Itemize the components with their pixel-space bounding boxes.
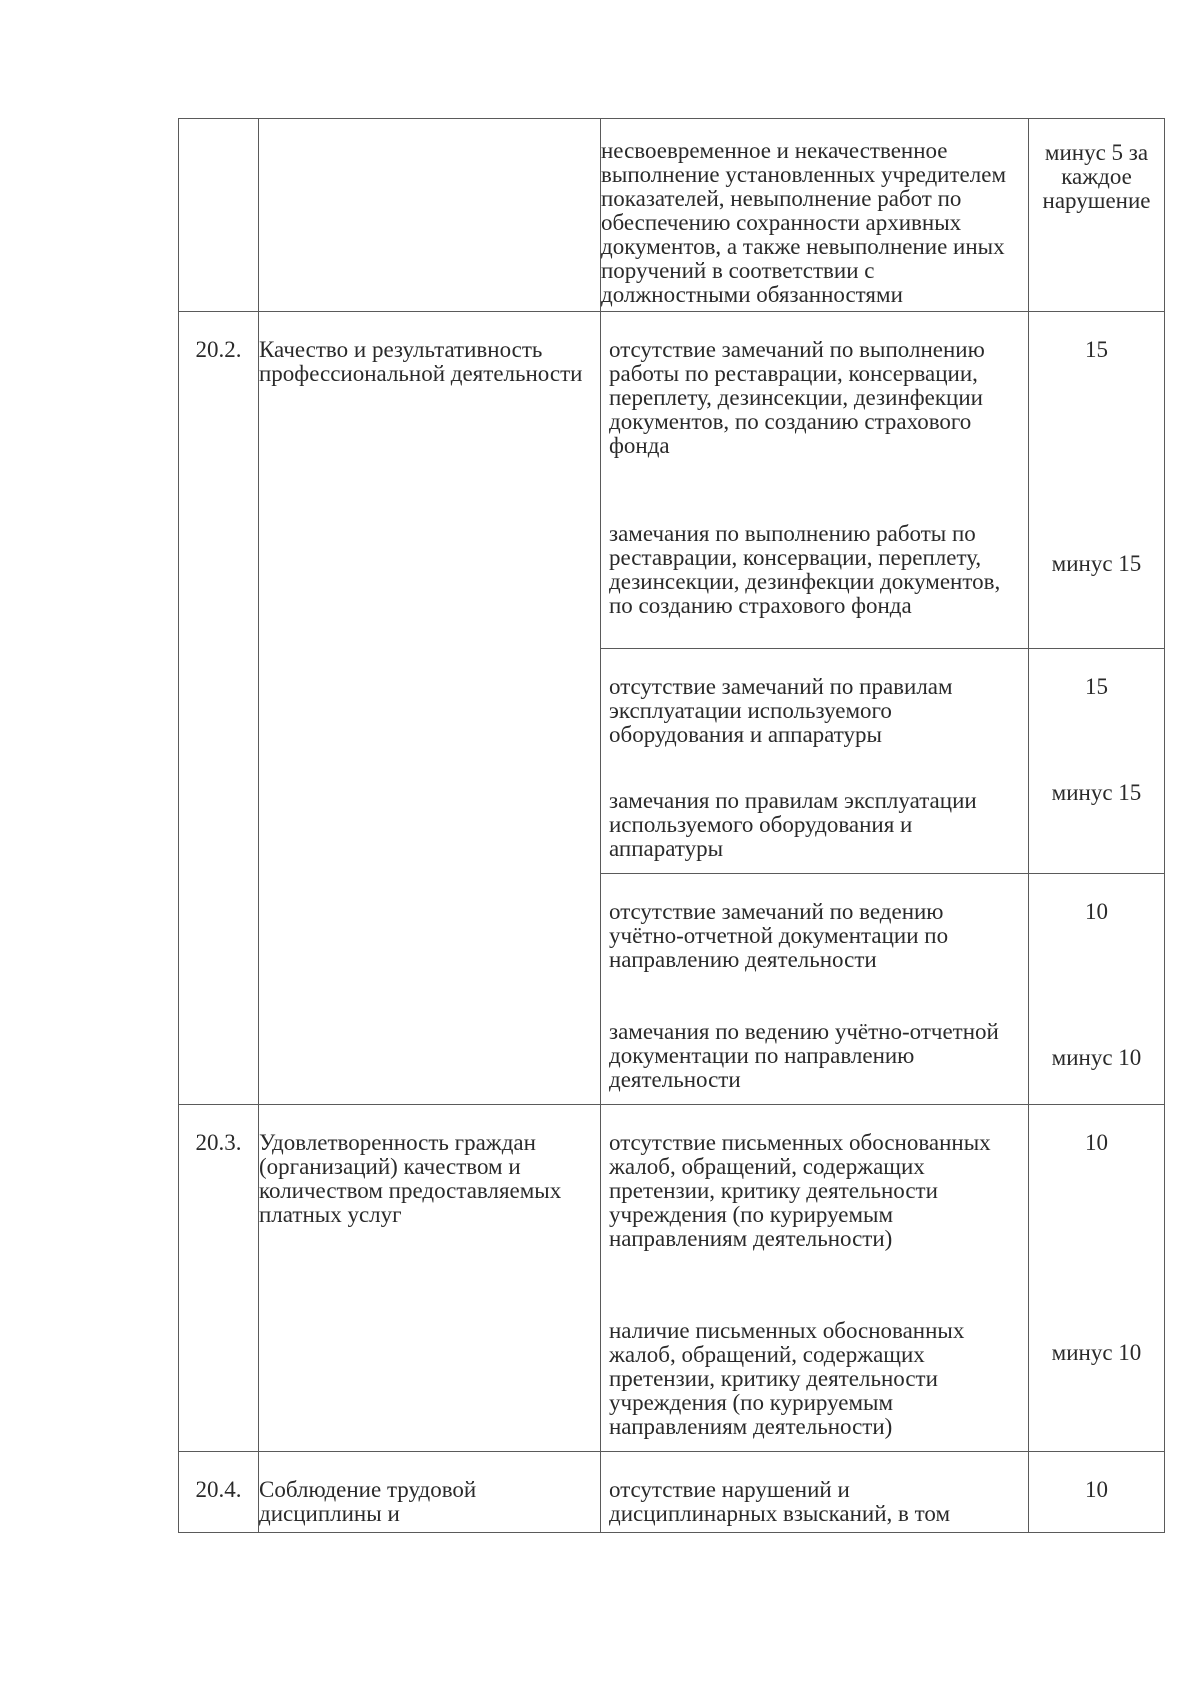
row-number-cell <box>179 1105 259 1452</box>
condition-negative: замечания по ведению учётно-отчетной документации по направлению деятельности <box>609 1019 999 1092</box>
condition-negative: замечания по правилам эксплуатации используемого оборудования и аппаратуры <box>609 788 977 861</box>
criterion-name: Качество и результативность профессиональной деятельности <box>259 337 583 386</box>
table-row <box>179 1105 1165 1452</box>
criterion-name-cell <box>259 312 601 1105</box>
row-number-cell <box>179 312 259 1105</box>
condition-cell <box>601 119 1029 312</box>
score-negative: минус 15 <box>1051 780 1142 805</box>
score-positive: 10 <box>1085 899 1108 924</box>
score-positive: 10 <box>1085 1130 1108 1155</box>
condition-cell <box>601 312 1029 649</box>
score-cell <box>1029 649 1165 874</box>
score-cell <box>1029 1105 1165 1452</box>
score-positive: 10 <box>1085 1477 1108 1502</box>
table-row <box>179 119 1165 312</box>
criterion-name-cell <box>259 1105 601 1452</box>
score-positive: 15 <box>1085 337 1108 362</box>
score-cell <box>1029 119 1165 312</box>
criterion-name: Соблюдение трудовой дисциплины и <box>259 1477 477 1526</box>
score-negative: минус 10 <box>1051 1045 1142 1070</box>
condition-cell <box>601 874 1029 1105</box>
score-negative: минус 15 <box>1051 551 1142 576</box>
condition-positive: отсутствие замечаний по выполнению работы по реставрации, консервации, переплету, дезинсекции, дезинфекции документов, по созданию страхового фонда <box>609 337 985 458</box>
condition-positive: отсутствие замечаний по правилам эксплуатации используемого оборудования и аппаратуры <box>609 674 953 747</box>
row-number: 20.3. <box>195 1130 242 1155</box>
condition-positive: отсутствие письменных обоснованных жалоб, обращений, содержащих претензии, критику деятельности учреждения (по курируемым направлениям деятельности) <box>609 1130 991 1251</box>
condition-cell <box>601 649 1029 874</box>
table-row <box>179 312 1165 649</box>
criterion-name: Удовлетворенность граждан (организаций) качеством и количеством предоставляемых платных услуг <box>259 1130 562 1227</box>
condition-negative: наличие письменных обоснованных жалоб, обращений, содержащих претензии, критику деятельности учреждения (по курируемым направлениям деятельности) <box>609 1318 965 1439</box>
criterion-name-cell <box>259 1452 601 1533</box>
score-negative: минус 10 <box>1051 1340 1142 1365</box>
score-text: минус 5 за каждое нарушение <box>1042 140 1151 213</box>
table-row <box>179 1452 1165 1533</box>
condition-cell <box>601 1105 1029 1452</box>
row-number: 20.2. <box>195 337 242 362</box>
score-cell <box>1029 874 1165 1105</box>
condition-cell <box>601 1452 1029 1533</box>
condition-positive: отсутствие нарушений и дисциплинарных взысканий, в том <box>609 1477 951 1526</box>
score-cell <box>1029 1452 1165 1533</box>
condition-text: несвоевременное и некачественное выполнение установленных учредителем показателей, невыполнение работ по обеспечению сохранности архивных документов, а также невыполнение иных поручений в соответствии с должностными обязанностями <box>601 138 1006 307</box>
score-cell <box>1029 312 1165 649</box>
row-number-cell <box>179 119 259 312</box>
criterion-name-cell <box>259 119 601 312</box>
criteria-table <box>178 118 1165 1533</box>
condition-negative: замечания по выполнению работы по реставрации, консервации, переплету, дезинсекции, дезинфекции документов, по созданию страхового фонда <box>609 521 1001 618</box>
row-number: 20.4. <box>195 1477 242 1502</box>
row-number-cell <box>179 1452 259 1533</box>
condition-positive: отсутствие замечаний по ведению учётно-отчетной документации по направлению деятельности <box>609 899 949 972</box>
score-positive: 15 <box>1085 674 1108 699</box>
